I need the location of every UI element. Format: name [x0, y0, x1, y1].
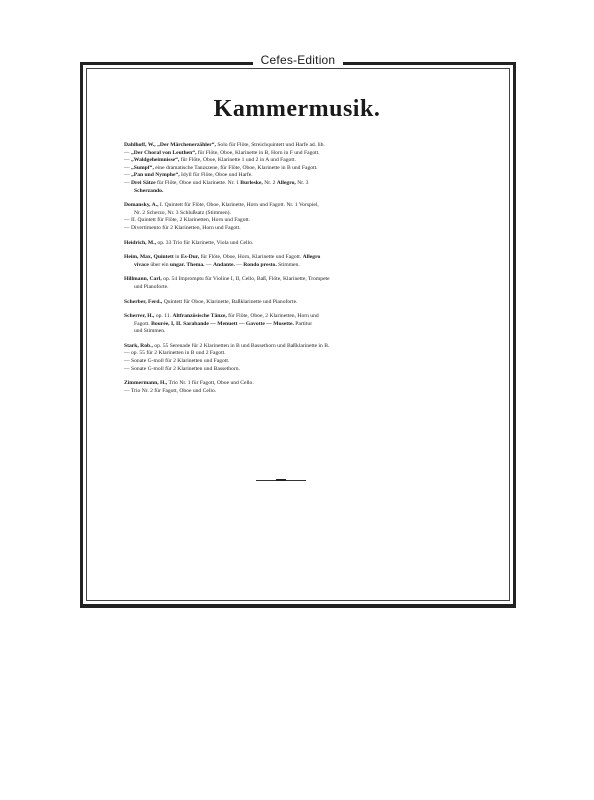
entry-line: — „Waldgeheimnisse“, für Flöte, Oboe, Klarinette 1 und 2 in A und Fagott.: [124, 157, 296, 164]
catalog-entry: [124, 142, 462, 195]
entry-line: und Pianoforte.: [134, 283, 169, 290]
entry-line: — Drei Sätze für Flöte, Oboe und Klarinette. Nr. 1 Burleske, Nr. 2 Allegro, Nr. 3: [124, 179, 309, 186]
end-divider: [256, 480, 306, 482]
entry-line: — Trio Nr. 2 für Fagott, Oboe und Cello.: [124, 387, 217, 394]
entry-line: Scherzando.: [134, 187, 164, 194]
entry-line: — Sonate G-moll für 2 Klarinetten und Bassethorn.: [124, 365, 240, 372]
catalog-entry: [124, 380, 462, 395]
entry-line: — „Der Choral von Leuthen“, für Flöte, Oboe, Klarinette in B, Horn in F und Fagott.: [124, 149, 320, 156]
catalog-entry: [124, 343, 462, 373]
entry-line: — „Pan und Nymphe“, Idyll für Flöte, Oboe und Harfe.: [124, 172, 253, 179]
entry-line: — II. Quintett für Flöte, 2 Klarinetten, Horn und Fagott.: [124, 217, 250, 224]
entry-line: Scherrer, H., op. 11. Altfranzösische Tänze, für Flöte, Oboe, 2 Klarinetten, Horn und: [124, 313, 319, 320]
catalog-entry: [124, 313, 462, 336]
edition-header: [80, 49, 516, 71]
entry-line: Hillmann, Carl, op. 54 Impromptu für Violine I, II, Cello, Baß, Flöte, Klarinette, Trompete: [124, 276, 330, 283]
entry-line: — Sonate G-moll für 2 Klarinetten und Fagott.: [124, 358, 230, 365]
catalog-entry: [124, 240, 462, 248]
catalog-entry: [124, 299, 462, 307]
catalog-entry: [124, 254, 462, 269]
entry-line: — „Sumpf“, eine dramatische Tanzszene, für Flöte, Oboe, Klarinette in B und Fagott.: [124, 164, 318, 171]
entry-line: — op. 55 für 2 Klarinetten in B und 2 Fagott.: [124, 350, 226, 357]
entry-line: Stark, Rob., op. 55 Serenade für 2 Klarinetten in B und Bassethorn und Baßklarinette in B.: [124, 342, 330, 349]
entry-line: Dahlhoff, W., „Der Märchenerzähler“, Solo für Flöte, Streichquintett und Harfe ad. lib.: [124, 142, 325, 148]
entry-line: Heim, Max, Quintett in Es-Dur, für Flöte, Oboe, Horn, Klarinette und Fagott. Allegro: [124, 254, 321, 261]
catalog-entry: [124, 276, 462, 291]
entry-line: — Divertimento für 2 Klarinetten, Horn und Fagott.: [124, 224, 241, 231]
page-title: Kammermusik.: [213, 96, 381, 122]
entry-line: Zimmermann, H., Trio Nr. 1 für Fagott, Oboe und Cello.: [124, 380, 254, 387]
entry-line: und Stimmen.: [134, 328, 166, 335]
entry-line: Scherber, Ferd., Quintett für Oboe, Klarinette, Baßklarinette und Pianoforte.: [124, 298, 298, 305]
entry-line: vivace über ein ungar. Thema. — Andante. — Rondo presto. Stimmen.: [134, 261, 300, 268]
catalog-entry: [124, 202, 462, 232]
entry-line: Domansky, A., I. Quintett für Flöte, Oboe, Klarinette, Horn und Fagott. Nr. 1 Vorspiel,: [124, 202, 319, 209]
entry-line: Fagott. Bourée, I, II. Sarabande — Menuett — Gavotte — Musette. Partitur: [134, 320, 313, 327]
entry-line: Nr. 2 Scherzo, Nr. 3 Schlußsatz (Stimmen).: [134, 209, 231, 216]
edition-label: Cefes-Edition: [253, 53, 344, 67]
entry-line: Heidrich, M., op. 33 Trio für Klarinette, Viola und Cello.: [124, 239, 254, 246]
catalog-list: [124, 142, 462, 402]
